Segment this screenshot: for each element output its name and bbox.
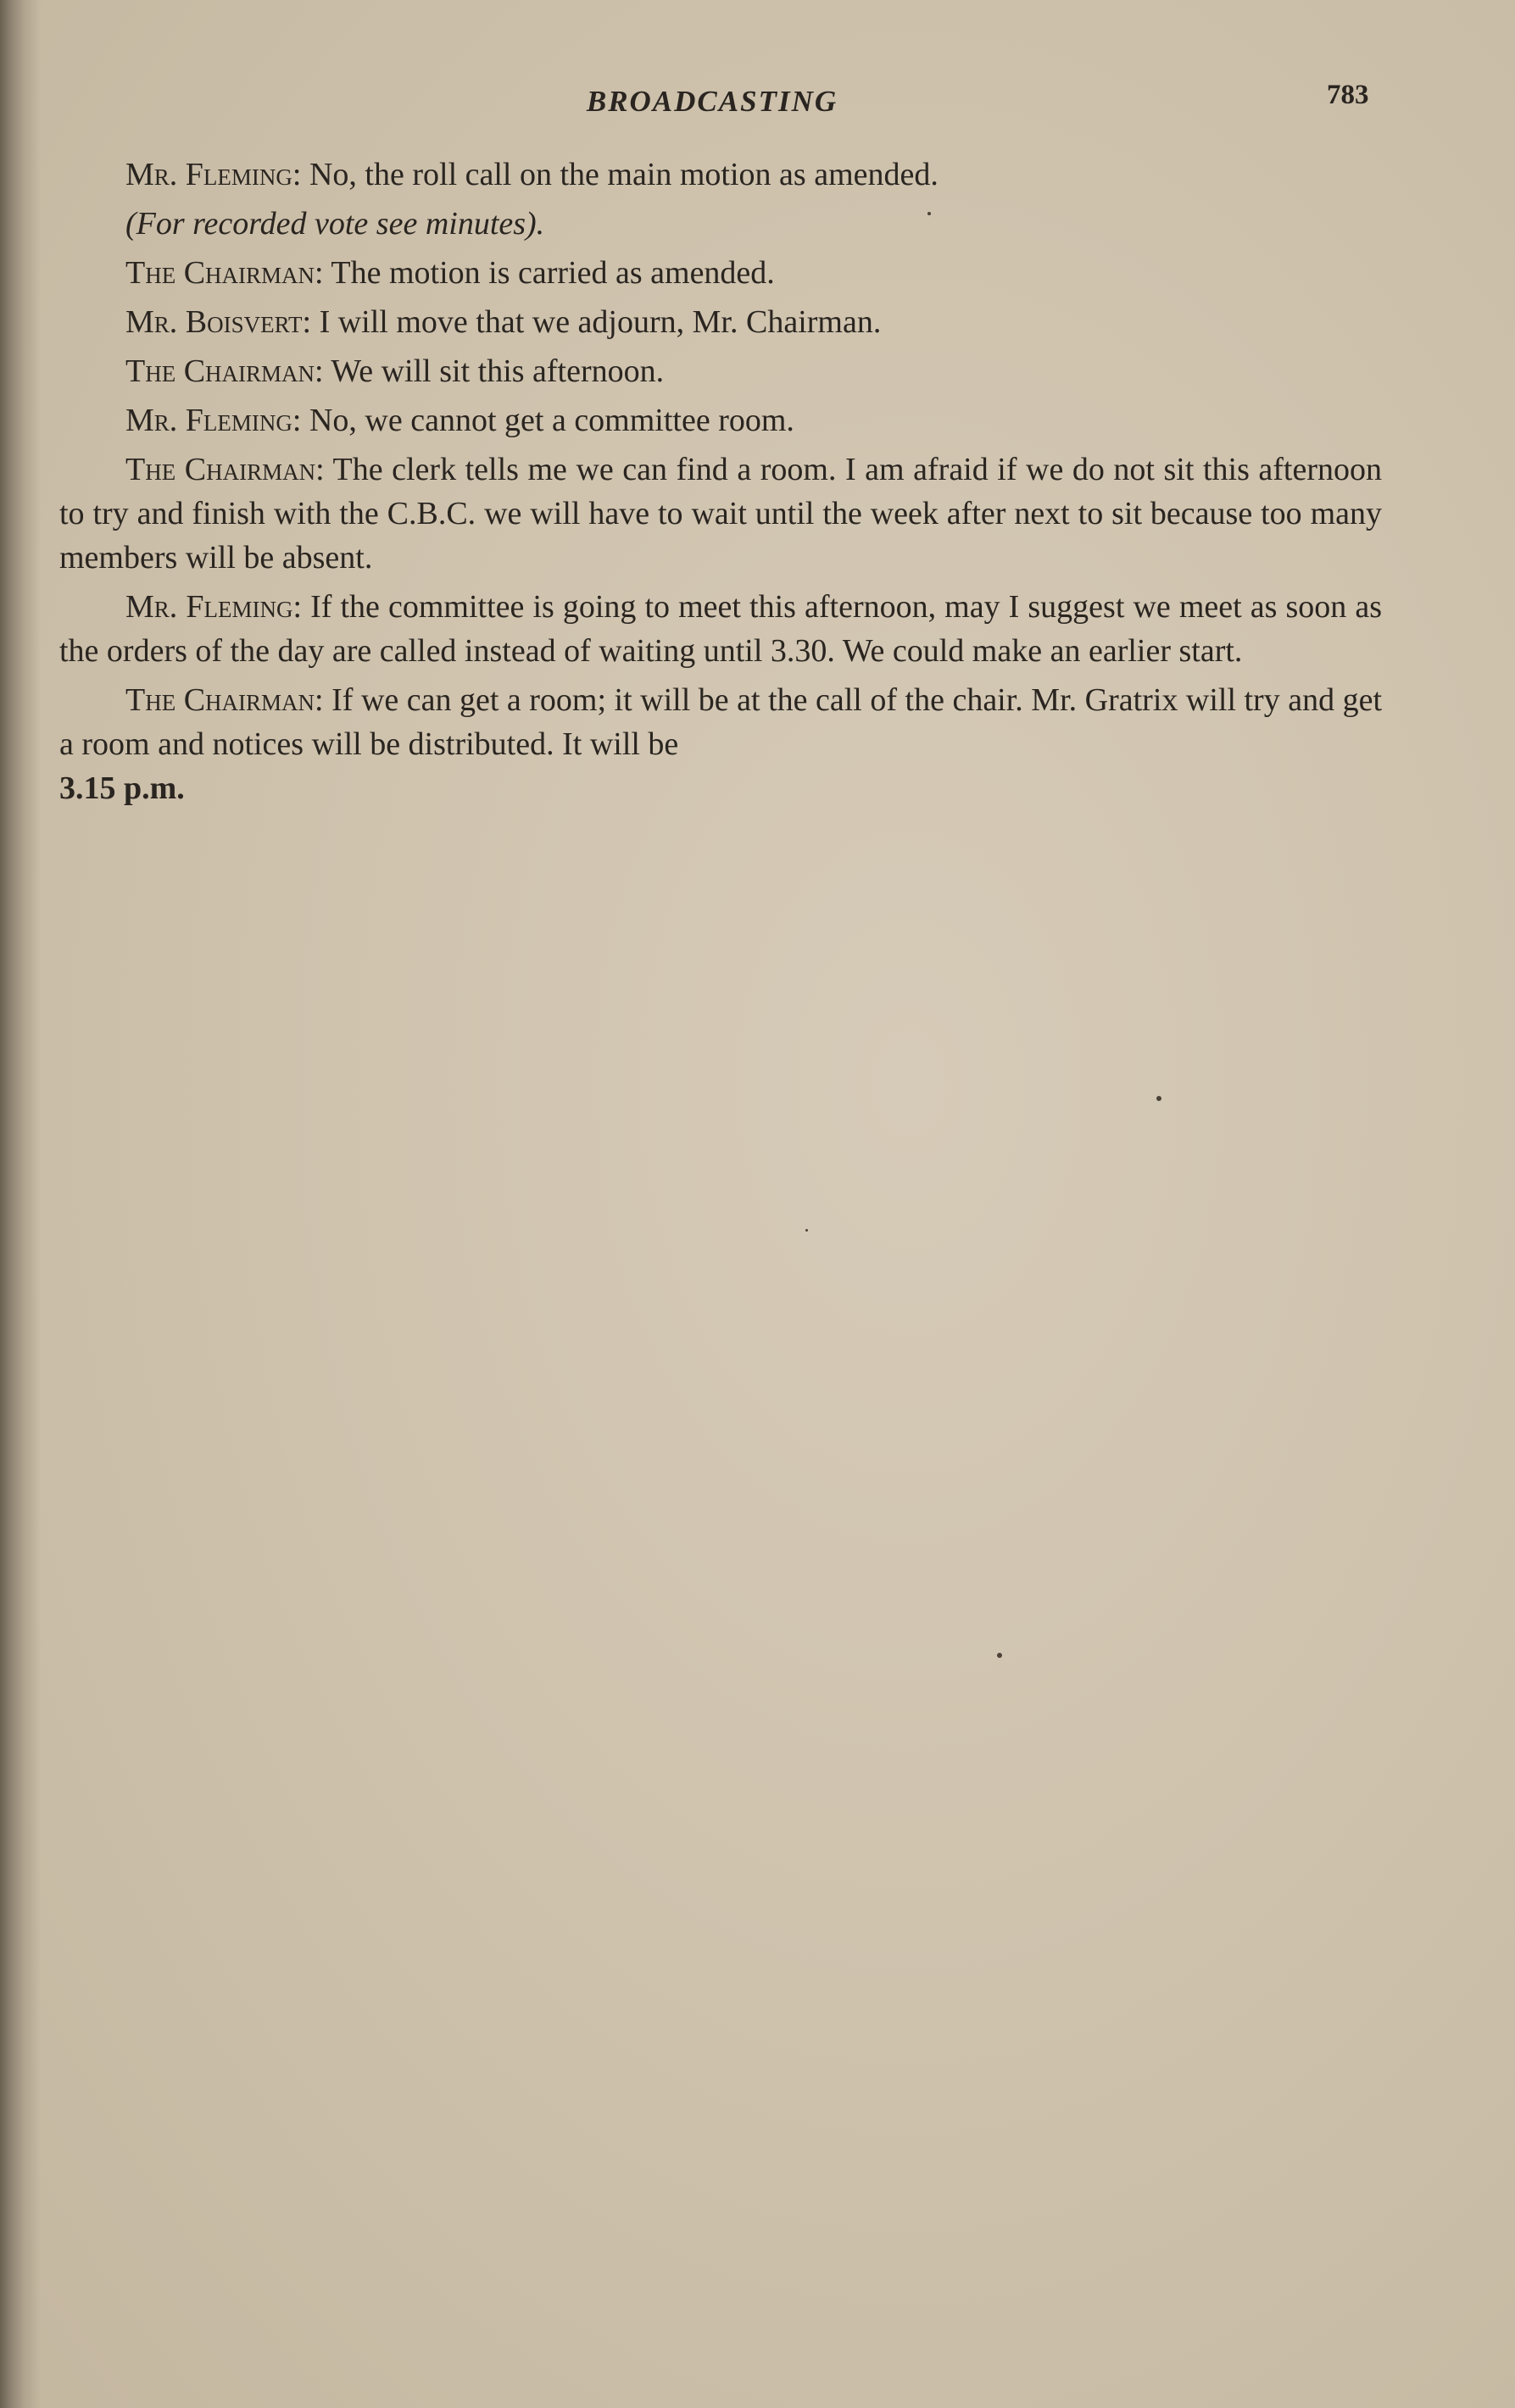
paper-fleck [927,212,931,215]
speaker-name: Mr. Boisvert: [125,304,312,340]
speaker-name: The Chairman: [125,682,324,718]
paragraph [59,300,1382,344]
speaker-name: Mr. Fleming: [125,589,303,625]
paper-fleck [1156,1096,1161,1101]
speech-text: If the committee is going to meet this afternoon, may I suggest we meet as soon as the orders of the day are called instead of waiting until 3.30. We could make an earlier start. [59,589,1382,669]
speaker-name: The Chairman: [125,452,325,487]
running-head: BROADCASTING [586,85,838,118]
paragraph [59,448,1382,580]
speech-text: The clerk tells me we can find a room. I am afraid if we do not sit this afternoon to try and finish with the C.B.C. we will have to wait until the week after next to sit because too many members will be absent. [59,452,1383,576]
speech-text: If we can get a room; it will be at the call of the chair. Mr. Gratrix will try and get a room and notices will be distributed. It will be [59,682,1383,762]
paragraph [59,349,1382,393]
recorded-vote-note: (For recorded vote see minutes). [125,206,545,242]
paragraph [59,251,1382,295]
paragraph [59,153,1382,197]
speaker-name: The Chairman: [125,255,324,291]
paragraph [59,678,1382,810]
speaker-name: Mr. Fleming: [125,403,302,438]
speaker-name: The Chairman: [125,353,324,389]
speaker-name: Mr. Fleming: [125,157,302,192]
speech-text: No, we cannot get a committee room. [301,403,794,438]
speech-text: We will sit this afternoon. [323,353,665,389]
speech-text: I will move that we adjourn, Mr. Chairman. [311,304,882,340]
page-number: 783 [1327,80,1369,110]
paper-fleck [805,1229,808,1232]
spine-shadow [0,0,41,2408]
transcript-body [59,153,1382,815]
adjournment-time: 3.15 p.m. [59,770,185,806]
paragraph [59,585,1382,673]
speech-text: No, the roll call on the main motion as amended. [301,157,939,192]
speech-text: The motion is carried as amended. [323,255,775,291]
paper-fleck [997,1653,1002,1658]
paragraph [59,398,1382,442]
